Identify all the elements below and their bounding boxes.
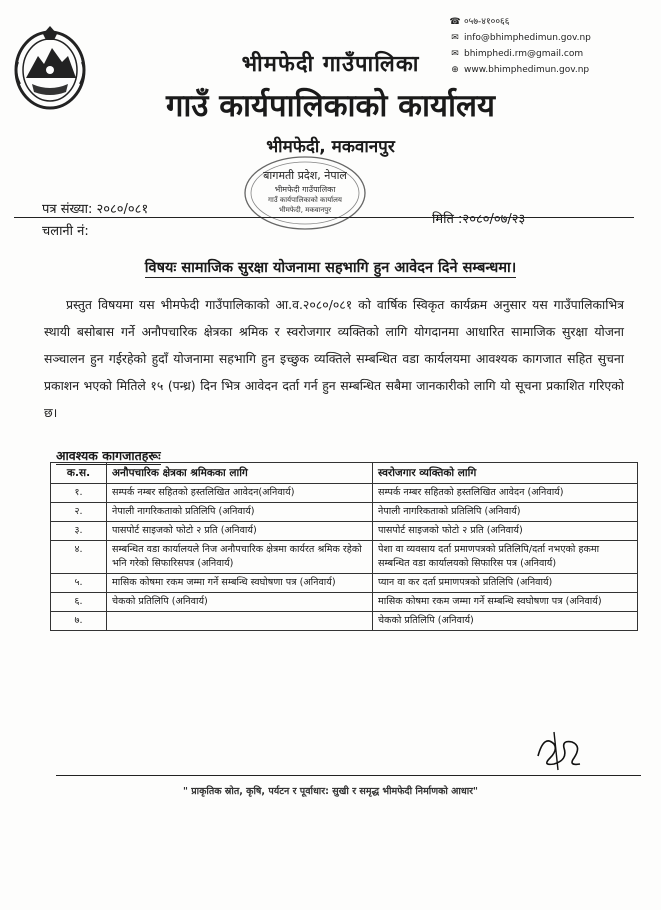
- row-number: ३.: [51, 522, 107, 541]
- informal-requirement: [107, 612, 373, 631]
- footer-slogan: " प्राकृतिक स्रोत, कृषि, पर्यटन र पूर्वाधार: सुखी र समृद्ध भीमफेदी निर्माणको आधार": [182, 786, 479, 797]
- signature-mark: [524, 726, 594, 776]
- office-name: गाउँ कार्यपालिकाको कार्यालय: [165, 88, 496, 124]
- footer-divider: [56, 775, 641, 776]
- self-employed-requirement: चेकको प्रतिलिपि (अनिवार्य): [373, 612, 638, 631]
- contact-phone-row: [450, 14, 655, 30]
- row-number: ५.: [51, 574, 107, 593]
- table-header-row: [51, 463, 638, 484]
- office-address: भीमफेदी, मकवानपुर: [266, 137, 395, 157]
- row-number: ६.: [51, 593, 107, 612]
- self-employed-requirement: नेपाली नागरिकताको प्रतिलिपि (अनिवार्य): [373, 503, 638, 522]
- requirements-heading: आवश्यक कागजातहरूः: [56, 448, 161, 463]
- stamp-line-2: गाउँ कार्यपालिकाको कार्यालय: [268, 196, 342, 204]
- municipality-name: भीमफेदी गाउँपालिका: [241, 52, 420, 77]
- table-row: [51, 612, 638, 631]
- row-number: १.: [51, 484, 107, 503]
- contact-phone: ०५७-४१००६६: [464, 17, 510, 27]
- contact-website: www.bhimphedimun.gov.np: [464, 65, 590, 75]
- self-employed-requirement: पासपोर्ट साइजको फोटो २ प्रति (अनिवार्य): [373, 522, 638, 541]
- header-divider: [14, 217, 634, 218]
- contact-email-2: bhimphedi.rm@gmail.com: [464, 49, 584, 59]
- dispatch-number: चलानी नं:: [42, 224, 89, 239]
- reference-line: [14, 196, 634, 227]
- column-header-sn: क.स.: [51, 463, 107, 484]
- stamp-line-1: भीमफेदी गाउँपालिका: [274, 185, 336, 194]
- table-row: [51, 541, 638, 574]
- letter-date: मिति :२०८०/०७/२३: [432, 212, 526, 227]
- email-icon: ✉: [451, 49, 459, 59]
- column-header-informal-workers: अनौपचारिक क्षेत्रका श्रमिकका लागि: [107, 463, 373, 484]
- self-employed-requirement: सम्पर्क नम्बर सहितको हस्तलिखित आवेदन (अनिवार्य): [373, 484, 638, 503]
- letter-number: पत्र संख्या: २०८०/०८१: [42, 202, 149, 217]
- informal-requirement: नेपाली नागरिकताको प्रतिलिपि (अनिवार्य): [107, 503, 373, 522]
- office-stamp: [240, 148, 370, 238]
- informal-requirement: मासिक कोषमा रकम जम्मा गर्ने सम्बन्धि स्वघोषणा पत्र (अनिवार्य): [107, 574, 373, 593]
- table-row: [51, 593, 638, 612]
- stamp-line-3: भीमफेदी, मकवानपुर: [278, 206, 332, 214]
- globe-icon: ⊕: [451, 65, 459, 75]
- subject-text: विषयः सामाजिक सुरक्षा योजनामा सहभागि हुन आवेदन दिने सम्बन्धमा।: [144, 260, 517, 276]
- row-number: ७.: [51, 612, 107, 631]
- column-header-self-employed: स्वरोजगार व्यक्तिको लागि: [373, 463, 638, 484]
- phone-icon: ☎: [449, 17, 461, 27]
- informal-requirement: चेकको प्रतिलिपि (अनिवार्य): [107, 593, 373, 612]
- table-row: [51, 484, 638, 503]
- informal-requirement: पासपोर्ट साइजको फोटो २ प्रति (अनिवार्य): [107, 522, 373, 541]
- self-employed-requirement: प्यान वा कर दर्ता प्रमाणपत्रको प्रतिलिपि (अनिवार्य): [373, 574, 638, 593]
- table-row: [51, 503, 638, 522]
- self-employed-requirement: पेशा वा व्यवसाय दर्ता प्रमाणपत्रको प्रतिलिपि/दर्ता नभएको हकमा सम्बन्धित वडा कार्यालयको सिफारिस पत्र (अनिवार्य): [373, 541, 638, 574]
- email-icon: ✉: [451, 33, 459, 43]
- table-row: [51, 522, 638, 541]
- informal-requirement: सम्पर्क नम्बर सहितको हस्तलिखित आवेदन(अनिवार्य): [107, 484, 373, 503]
- contact-email1-row: [450, 30, 655, 46]
- table-row: [51, 574, 638, 593]
- subject-line: [0, 257, 661, 277]
- row-number: २.: [51, 503, 107, 522]
- notice-body: प्रस्तुत विषयमा यस भीमफेदी गाउँपालिकाको आ.व.२०८०/०८१ को वार्षिक स्विकृत कार्यक्रम अनुसार यस गाउँपालिकाभित्र स्थायी बसोबास गर्ने अनौपचारिक क्षेत्रका श्रमिक र स्वरोजगार व्यक्तिको लागि योगदानमा आधारित सामाजिक सुरक्षा योजना सञ्चालन हुन गईरहेको हुदाँ योजनामा सहभागि हुन इच्छुक व्यक्तिले सम्बन्धित वडा कार्यलयमा आवश्यक कागजात सहित सुचना प्रकाशन भएको मितिले १५ (पन्ध्र) दिन भित्र आवेदन दर्ता गर्न हुन सम्बन्धित सबैमा जानकारीको लागि यो सूचना प्रकाशित गरिएको छ।: [44, 297, 624, 420]
- informal-requirement: सम्बन्धित वडा कार्यालयले निज अनौपचारिक क्षेत्रमा कार्यरत श्रमिक रहेको भनि गरेको सिफारिसपत्र (अनिवार्य): [107, 541, 373, 574]
- stamp-province: बागमती प्रदेश, नेपाल: [263, 169, 347, 182]
- contact-email-1: info@bhimphedimun.gov.np: [464, 33, 591, 43]
- row-number: ४.: [51, 541, 107, 574]
- self-employed-requirement: मासिक कोषमा रकम जम्मा गर्ने सम्बन्धि स्वघोषणा पत्र (अनिवार्य): [373, 593, 638, 612]
- requirements-table: [50, 462, 638, 631]
